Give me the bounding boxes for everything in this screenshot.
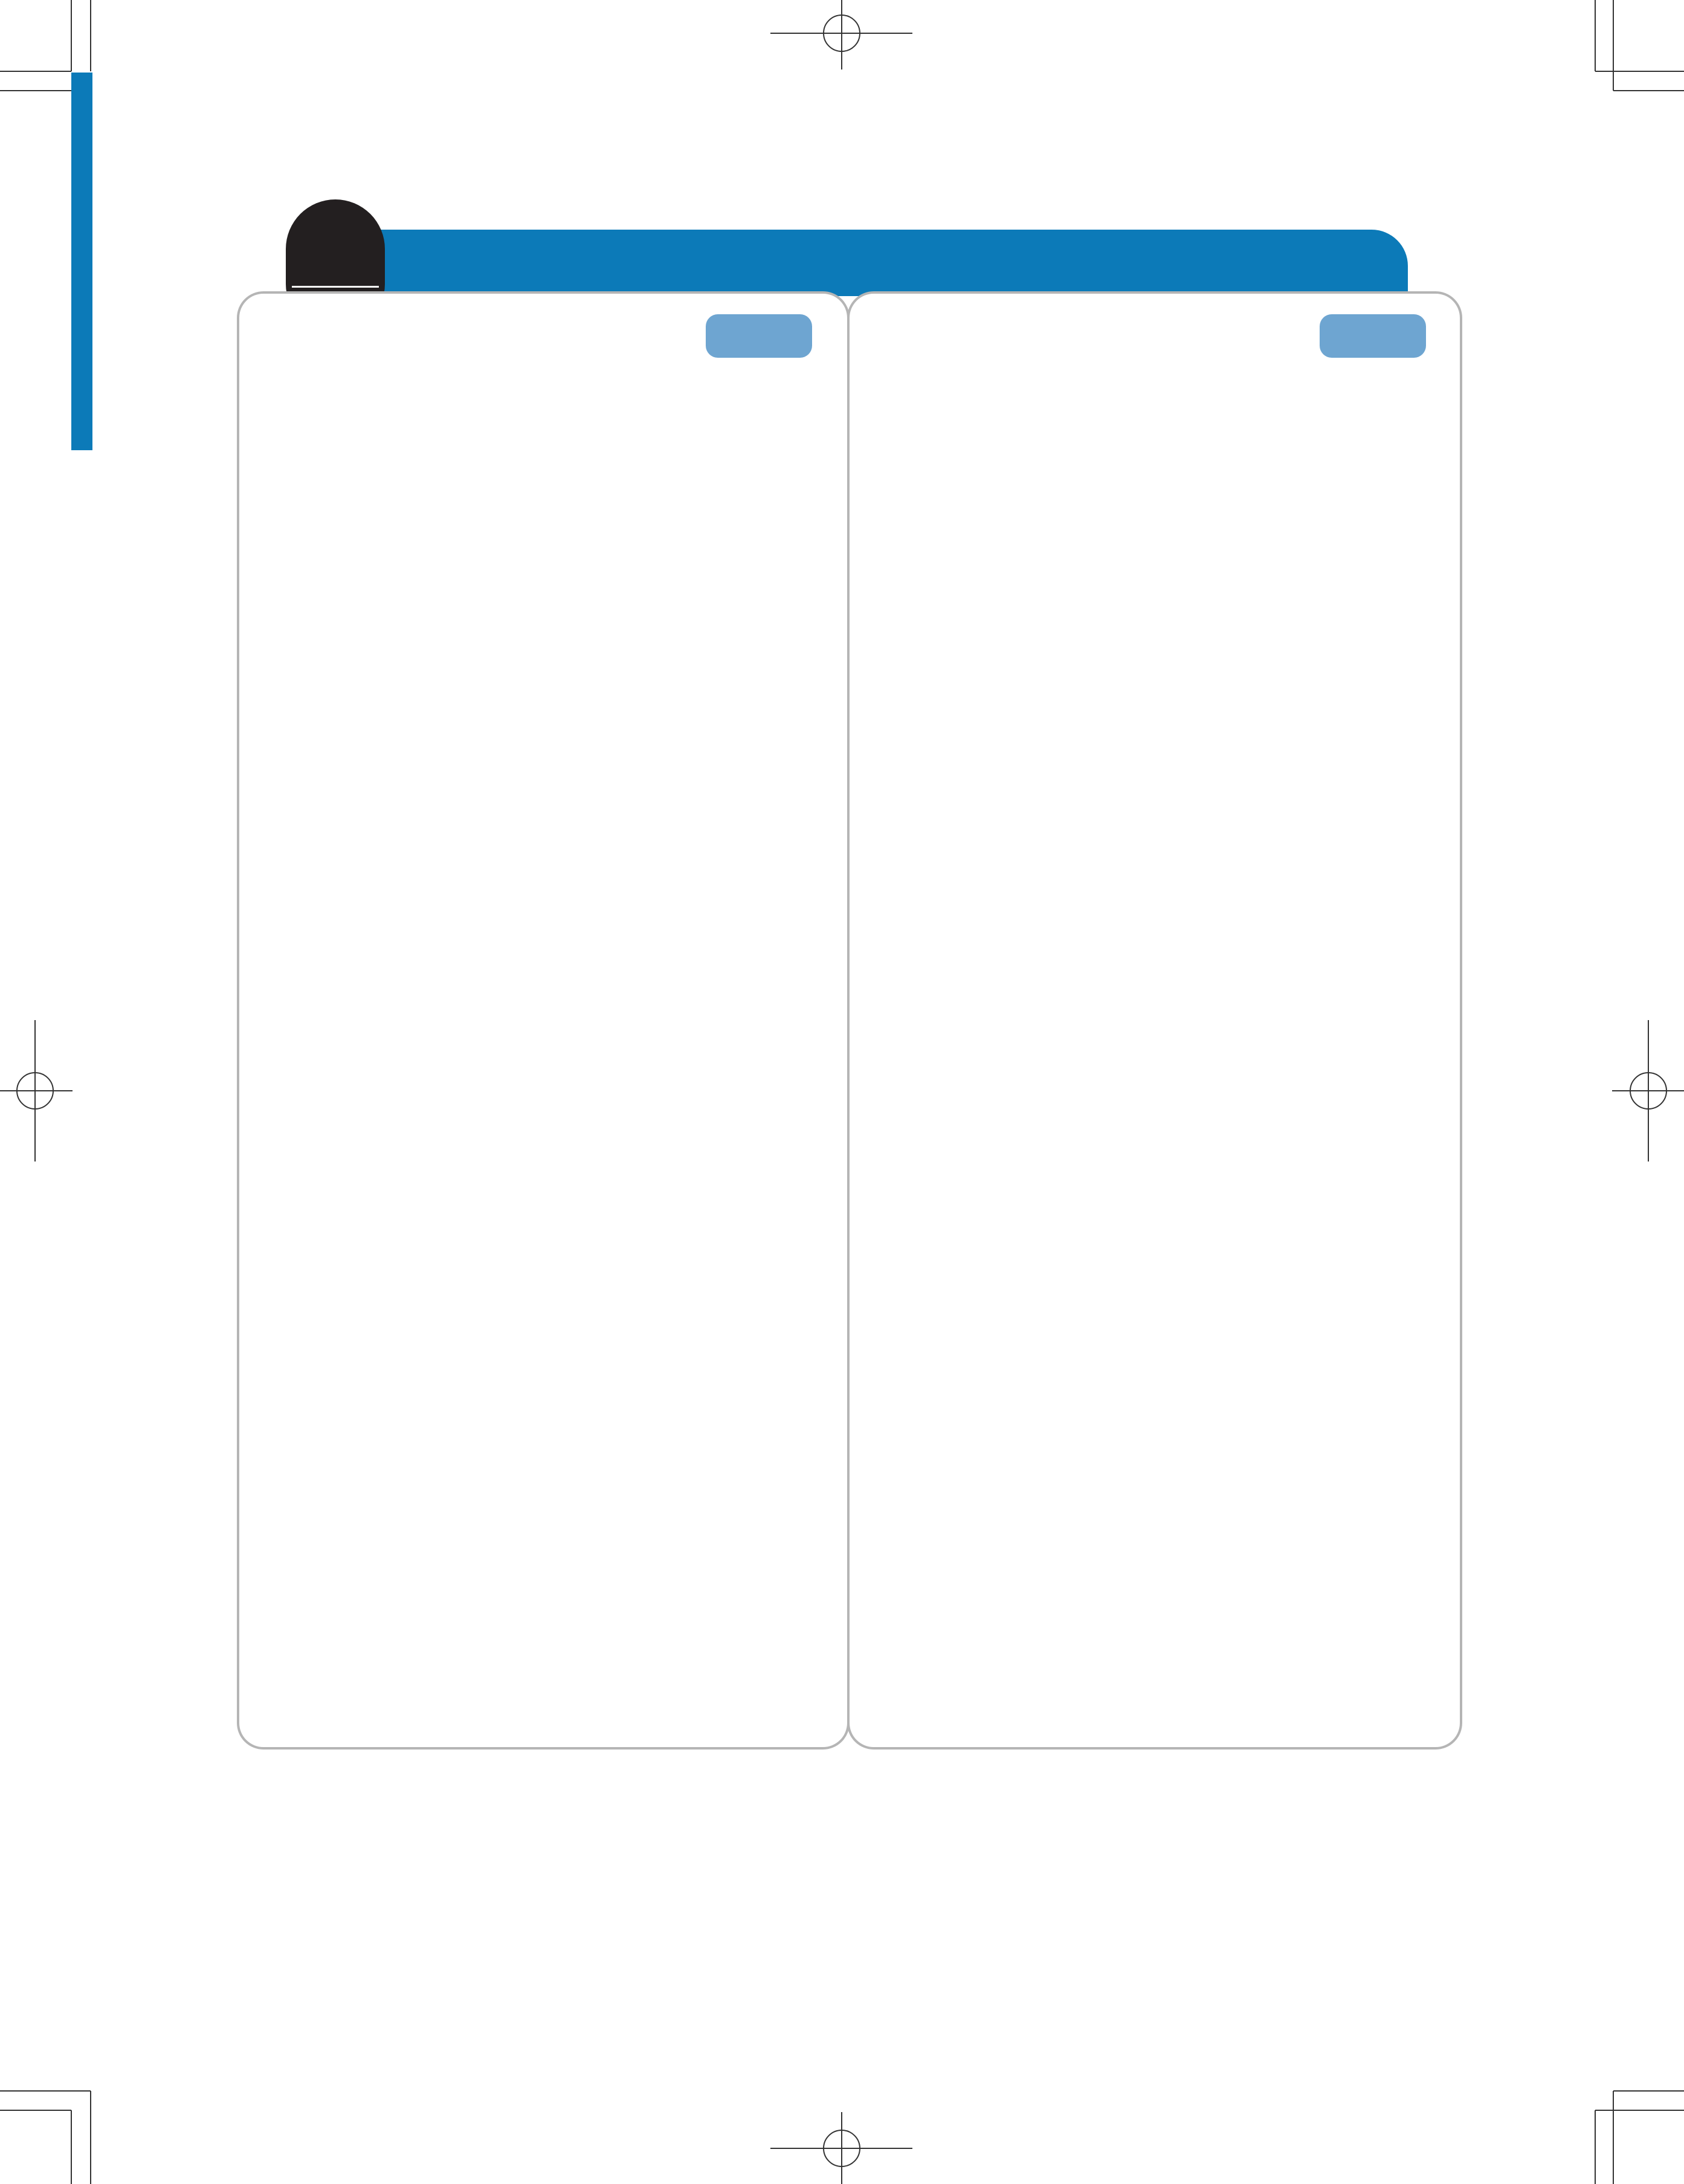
right-answer-panel [847, 291, 1462, 1749]
day-separator [292, 286, 379, 288]
left-answer-panel [237, 291, 850, 1749]
left-page-badge [706, 314, 812, 358]
side-accent-bar [71, 73, 92, 450]
title-bar [363, 230, 1408, 296]
right-page-badge [1320, 314, 1426, 358]
